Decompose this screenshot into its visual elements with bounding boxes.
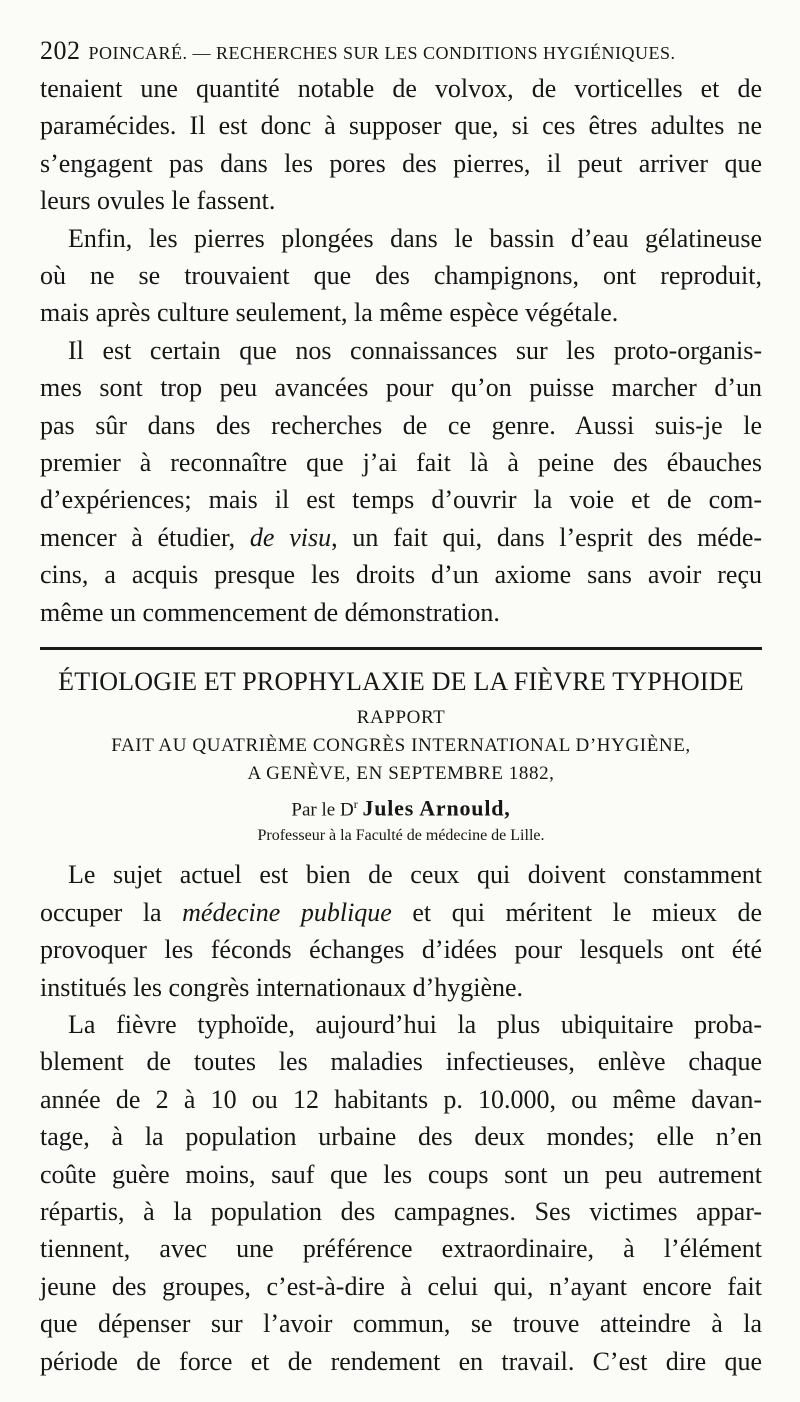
- text-line-with-italic: [40, 894, 762, 931]
- paragraph-5-cont: [40, 1043, 762, 1380]
- text-line: Il est certain que nos connaissances sur les proto-organis-: [68, 335, 762, 365]
- paragraph-2: [40, 220, 762, 257]
- text-line: Le sujet actuel est bien de ceux qui doivent constamment: [68, 860, 762, 890]
- paragraph-4-cont: [40, 894, 762, 1006]
- text-line: que dépenser sur l’avoir commun, se trouve atteindre à la: [40, 1309, 762, 1339]
- text-line: blement de toutes les maladies infectieuses, enlève chaque: [40, 1047, 762, 1077]
- text-line: leurs ovules le fassent.: [40, 186, 276, 216]
- author-name: Jules Arnould,: [362, 795, 511, 821]
- paragraph-3-cont: [40, 369, 762, 631]
- text-run: , un fait qui, dans l’esprit des méde-: [331, 522, 763, 552]
- text-line: tenaient une quantité notable de volvox, de vorticelles et de: [40, 74, 762, 103]
- text-line-with-italic: [40, 519, 762, 556]
- text-line: provoquer les féconds échanges d’idées pour lesquels ont été: [40, 935, 762, 965]
- text-line: tiennent, avec une préférence extraordinaire, à l’élément: [40, 1234, 762, 1264]
- report-line: A GENÈVE, EN SEPTEMBRE 1882,: [247, 763, 555, 785]
- text-line: pas sûr dans des recherches de ce genre. Aussi suis-je le: [40, 410, 762, 440]
- text-run: occuper la: [40, 897, 162, 927]
- text-line: période de force et de rendement en travail. C’est dire que: [40, 1346, 762, 1376]
- report-line: FAIT AU QUATRIÈME CONGRÈS INTERNATIONAL D’HYGIÈNE,: [111, 735, 691, 757]
- text-line: répartis, à la population des campagnes. Ses victimes appar-: [40, 1197, 762, 1227]
- text-line: mais après culture seulement, la même espèce végétale.: [40, 298, 619, 328]
- paragraph-3: [40, 332, 762, 369]
- text-line: même un commencement de démonstration.: [40, 597, 500, 627]
- paragraph-2-cont: [40, 257, 762, 332]
- by-prefix: Par le D: [291, 799, 354, 821]
- text-line: Enfin, les pierres plongées dans le bassin d’eau gélatineuse: [68, 223, 762, 253]
- text-line: jeune des groupes, c’est-à-dire à celui qui, n’ayant encore fait: [40, 1271, 762, 1301]
- paragraph-5: [40, 1006, 762, 1043]
- text-line: institués les congrès internationaux d’hygiène.: [40, 972, 524, 1002]
- text-line: tage, à la population urbaine des deux mondes; elle n’en: [40, 1122, 762, 1152]
- running-head: [40, 36, 762, 68]
- text-run: mencer à étudier,: [40, 522, 236, 552]
- byline: [40, 790, 762, 824]
- text-line: premier à reconnaître que j’ai fait là à peine des ébauches: [40, 448, 762, 478]
- text-line: La fièvre typhoïde, aujourd’hui la plus ubiquitaire proba-: [68, 1010, 762, 1040]
- text-line: cins, a acquis presque les droits d’un axiome sans avoir reçu: [40, 560, 762, 590]
- text-run: et qui méritent le mieux de: [412, 897, 763, 927]
- section-divider-rule: [40, 647, 762, 650]
- text-line: mes sont trop peu avancées pour qu’on puisse marcher d’un: [40, 373, 762, 403]
- text-line: année de 2 à 10 ou 12 habitants p. 10.000, ou même davan-: [40, 1084, 762, 1114]
- author-affiliation: Professeur à la Faculté de médecine de Lille.: [257, 827, 545, 845]
- text-line: où ne se trouvaient que des champignons, ont reproduit,: [40, 261, 762, 291]
- page-number: 202: [40, 36, 81, 65]
- paragraph-1: [40, 70, 762, 220]
- italic-phrase: de visu: [249, 522, 332, 552]
- text-line: d’expériences; mais il est temps d’ouvrir la voie et de com-: [40, 485, 762, 515]
- text-line: coûte guère moins, sauf que les coups sont un peu autrement: [40, 1159, 762, 1189]
- paragraph-4: [40, 856, 762, 893]
- article-title: ÉTIOLOGIE ET PROPHYLAXIE DE LA FIÈVRE TYPHOIDE: [58, 667, 744, 697]
- text-line: paramécides. Il est donc à supposer que, si ces êtres adultes ne: [40, 111, 762, 141]
- italic-phrase: médecine publique: [182, 897, 392, 927]
- running-head-title: POINCARÉ. — RECHERCHES SUR LES CONDITIONS HYGIÉNIQUES.: [88, 43, 676, 63]
- text-line: s’engagent pas dans les pores des pierres, il peut arriver que: [40, 148, 762, 178]
- by-superscript: r: [353, 797, 358, 812]
- report-label: RAPPORT: [356, 707, 446, 729]
